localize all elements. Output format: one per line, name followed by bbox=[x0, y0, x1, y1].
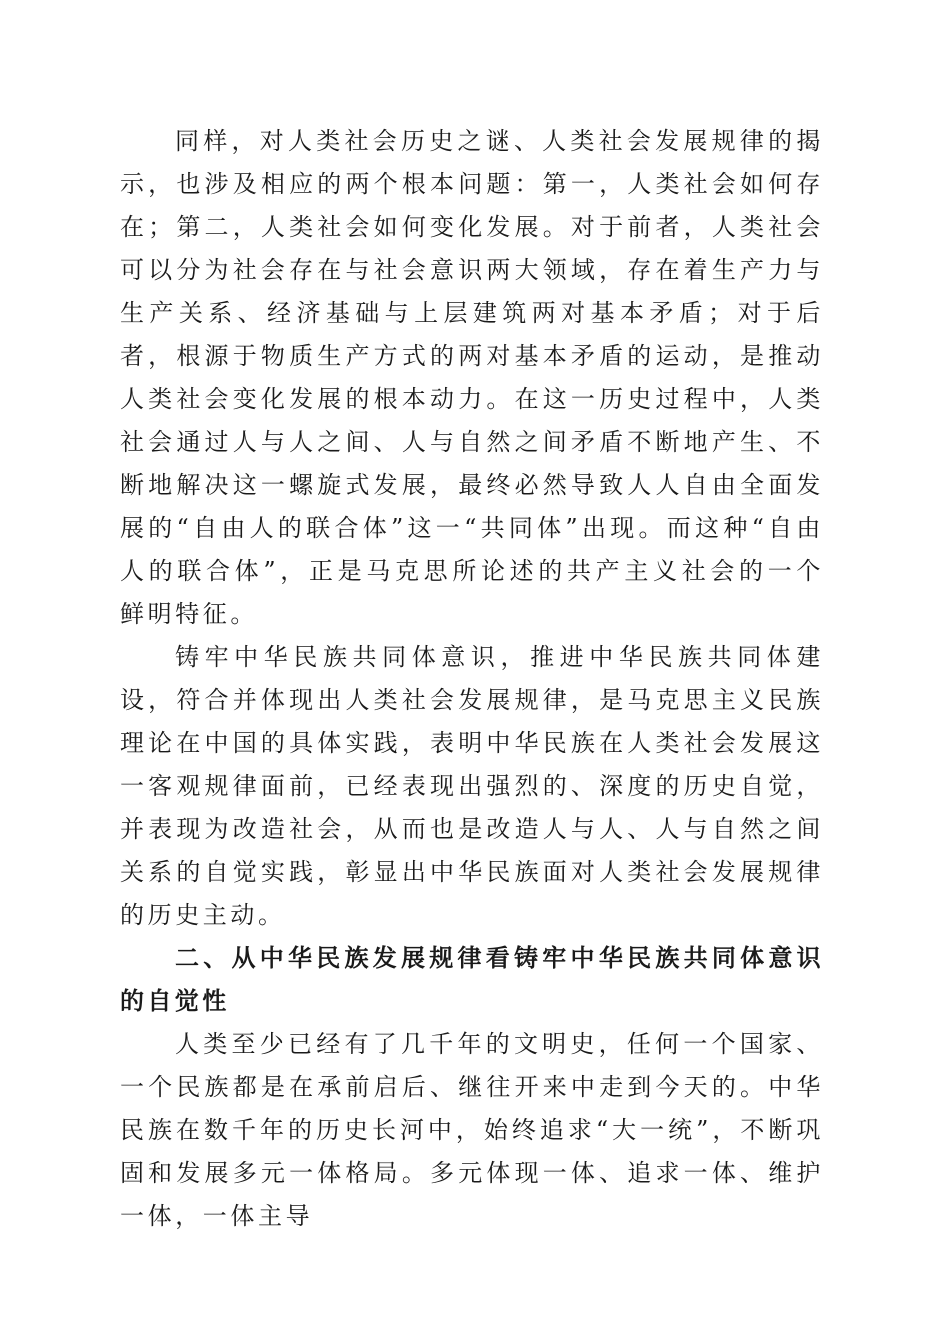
body-paragraph-1: 同样，对人类社会历史之谜、人类社会发展规律的揭示，也涉及相应的两个根本问题：第一，人类社会如何存在；第二，人类社会如何变化发展。对于前者，人类社会可以分为社会存在与社会意识两大领域，存在着生产力与生产关系、经济基础与上层建筑两对基本矛盾；对于后者，根源于物质生产方式的两对基本矛盾的运动，是推动人类社会变化发展的根本动力。在这一历史过程中，人类社会通过人与人之间、人与自然之间矛盾不断地产生、不断地解决这一螺旋式发展，最终必然导致人人自由全面发展的“自由人的联合体”这一“共同体”出现。而这种“自由人的联合体”，正是马克思所论述的共产主义社会的一个鲜明特征。 bbox=[120, 127, 824, 628]
document-body bbox=[120, 120, 824, 1238]
body-paragraph-2: 铸牢中华民族共同体意识，推进中华民族共同体建设，符合并体现出人类社会发展规律，是马克思主义民族理论在中国的具体实践，表明中华民族在人类社会发展这一客观规律面前，已经表现出强烈的、深度的历史自觉，并表现为改造社会，从而也是改造人与人、人与自然之间关系的自觉实践，彰显出中华民族面对人类社会发展规律的历史主动。 bbox=[120, 643, 824, 929]
section-heading: 二、从中华民族发展规律看铸牢中华民族共同体意识的自觉性 bbox=[120, 944, 824, 1015]
body-paragraph-3: 人类至少已经有了几千年的文明史，任何一个国家、一个民族都是在承前启后、继往开来中走到今天的。中华民族在数千年的历史长河中，始终追求“大一统”，不断巩固和发展多元一体格局。多元体现一体、追求一体、维护一体，一体主导 bbox=[120, 1030, 824, 1230]
